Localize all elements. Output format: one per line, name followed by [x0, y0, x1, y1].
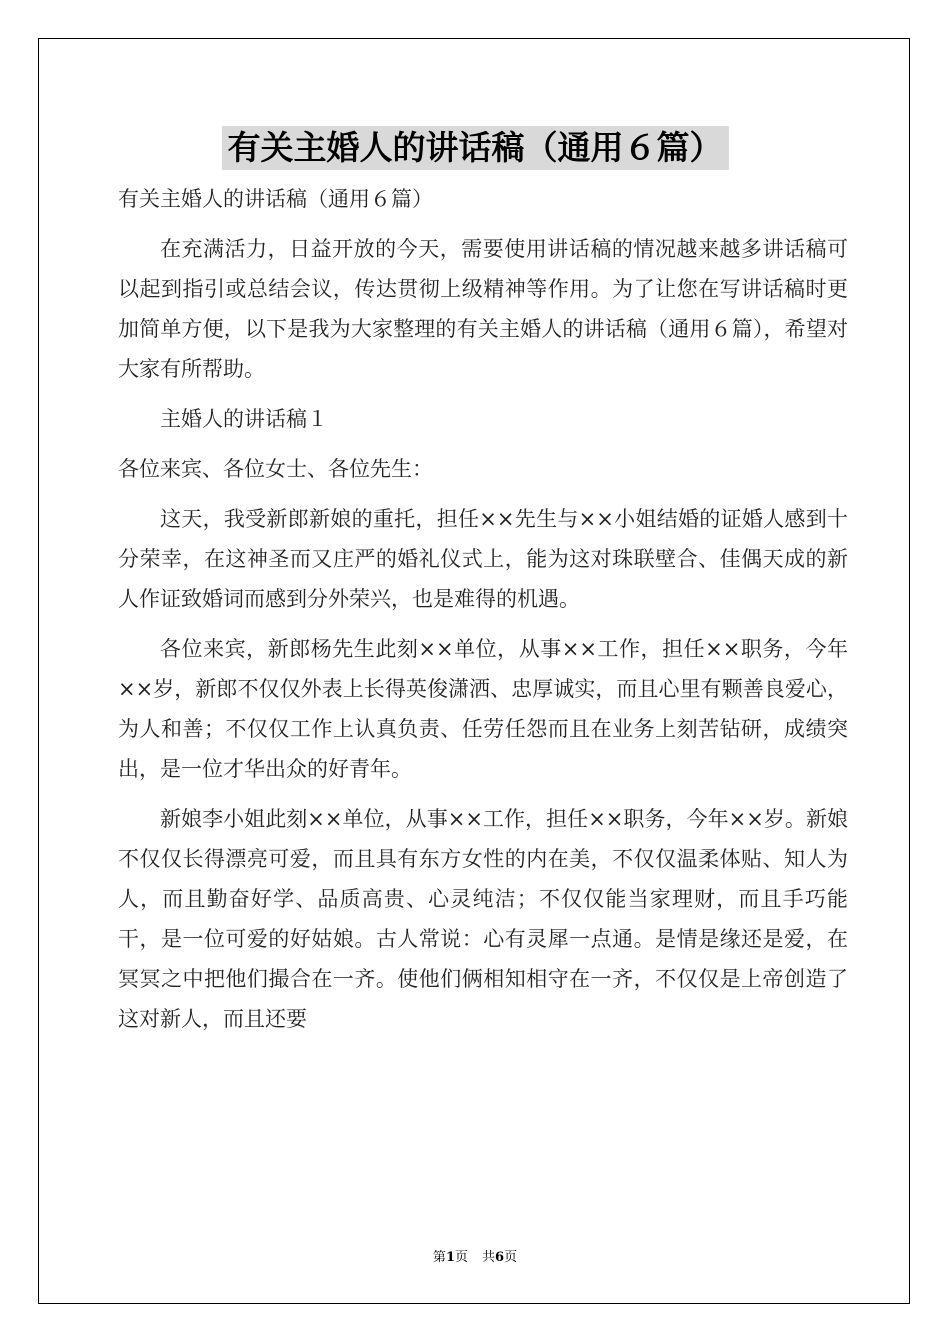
document-title: 有关主婚人的讲话稿（通用６篇）	[222, 126, 729, 170]
paragraph-section-heading: 主婚人的讲话稿１	[160, 407, 328, 431]
paragraph-intro: 在充满活力，日益开放的今天，需要使用讲话稿的情况越来越多讲话稿可以起到指引或总结会议，传达贯彻上级精神等作用。为了让您在写讲话稿时更加简单方便，以下是我为大家整理的有关主婚人的讲话稿（通用６篇），希望对大家有所帮助。	[118, 237, 848, 381]
page-number: 1	[445, 1250, 455, 1265]
paragraph-body-3: 新娘李小姐此刻××单位，从事××工作，担任××职务，今年××岁。新娘不仅仅长得漂亮可爱，而且具有东方女性的内在美，不仅仅温柔体贴、知人为人，而且勤奋好学、品质高贵、心灵纯洁；不仅仅能当家理财，而且手巧能干，是一位可爱的好姑娘。古人常说：心有灵犀一点通。是情是缘还是爱，在冥冥之中把他们撮合在一齐。使他们俩相知相守在一齐，不仅仅是上帝创造了这对新人，而且还要	[118, 807, 848, 1031]
page-suffix: 页	[454, 1250, 468, 1265]
total-suffix: 页	[504, 1250, 518, 1265]
page-footer	[0, 1246, 950, 1265]
paragraph-body-2: 各位来宾，新郎杨先生此刻××单位，从事××工作，担任××职务，今年××岁，新郎不仅仅外表上长得英俊潇洒、忠厚诚实，而且心里有颗善良爱心，为人和善；不仅仅工作上认真负责、任劳任怨而且在业务上刻苦钻研，成绩突出，是一位才华出众的好青年。	[118, 637, 848, 781]
paragraph-body-1: 这天，我受新郎新娘的重托，担任××先生与××小姐结婚的证婚人感到十分荣幸，在这神圣而又庄严的婚礼仪式上，能为这对珠联壁合、佳偶天成的新人作证致婚词而感到分外荣兴，也是难得的机遇。	[118, 507, 848, 611]
paragraph-greeting: 各位来宾、各位女士、各位先生：	[118, 457, 433, 481]
total-pages: 6	[495, 1250, 505, 1265]
title-container	[0, 126, 950, 170]
total-prefix: 共	[482, 1250, 496, 1265]
document-body	[118, 179, 848, 1049]
paragraph-subtitle: 有关主婚人的讲话稿（通用６篇）	[118, 187, 433, 211]
page-prefix: 第	[432, 1250, 446, 1265]
